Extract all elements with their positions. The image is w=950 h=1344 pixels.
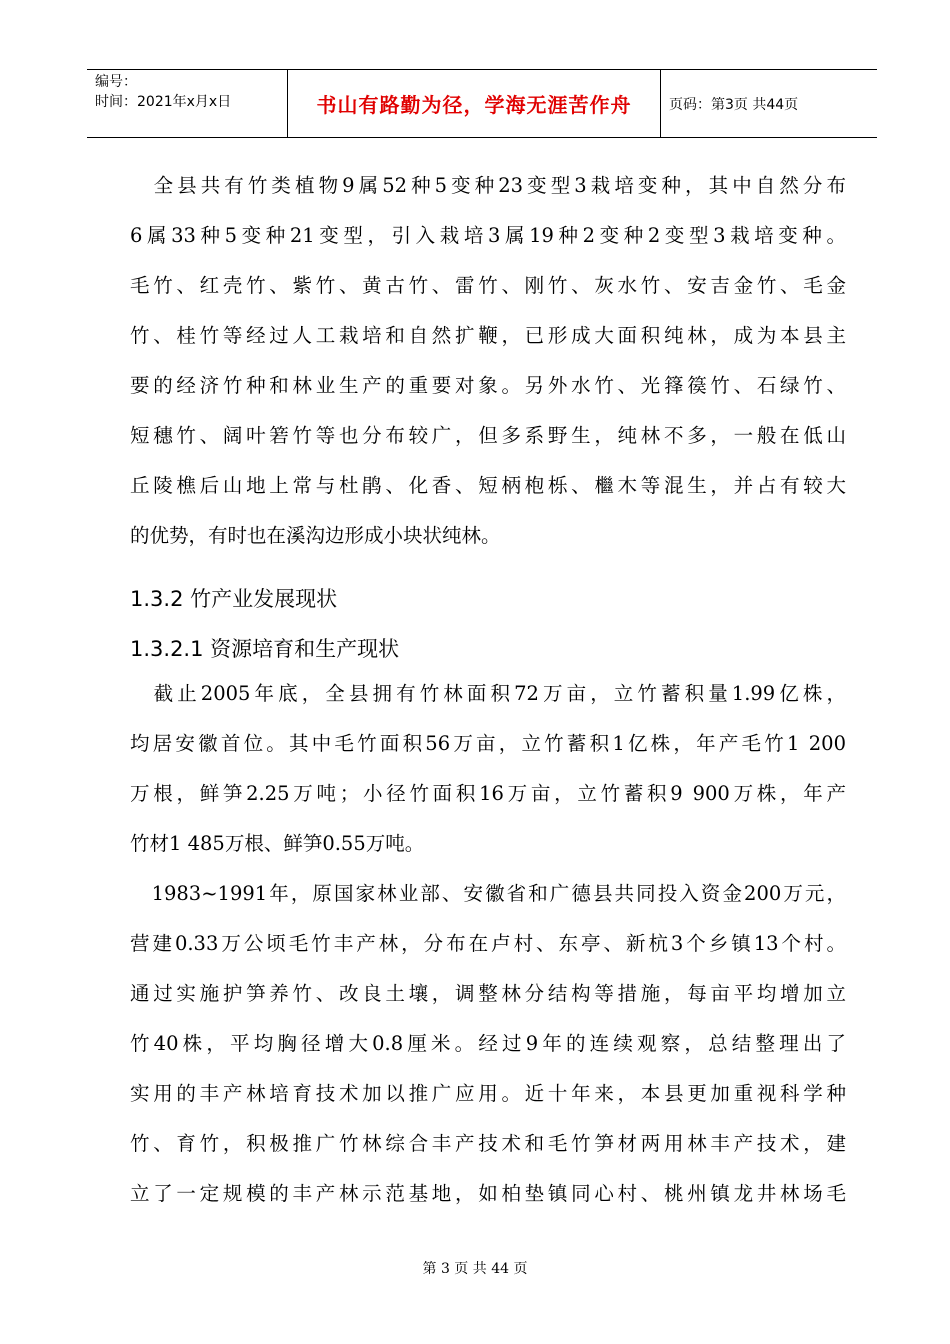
paragraph-bamboo-species	[130, 161, 846, 561]
paragraph-resource-status	[130, 669, 846, 869]
text-line: 竹、育竹，积极推广竹林综合丰产技术和毛竹笋材两用林丰产技术，建	[130, 1132, 846, 1155]
text-line: 立了一定规模的丰产林示范基地，如柏垫镇同心村、桃州镇龙井林场毛	[130, 1182, 846, 1205]
paragraph-plantation-history	[130, 869, 846, 1219]
page-header	[87, 69, 877, 138]
header-page-info	[661, 70, 877, 137]
text-line: 营建0.33万公顷毛竹丰产林，分布在卢村、东亭、新杭3个乡镇13个村。	[130, 932, 846, 955]
page-info-text: 页码：第3页 共44页	[669, 96, 799, 113]
text-line: 万根，鲜笋2.25万吨；小径竹面积16万亩，立竹蓄积9 900万株，年产	[130, 782, 846, 805]
motto-text: 书山有路勤为径，学海无涯苦作舟	[316, 93, 632, 117]
text-line: 6属33种5变种21变型，引入栽培3属19种2变种2变型3栽培变种。	[130, 224, 846, 247]
text-line: 竹材1 485万根、鲜笋0.55万吨。	[130, 832, 425, 855]
page-footer: 第 3 页 共 44 页	[422, 1261, 528, 1277]
subsection-heading: 1.3.2.1 资源培育和生产现状	[130, 637, 400, 661]
text-line: 短穗竹、阔叶箬竹等也分布较广，但多系野生，纯林不多，一般在低山	[130, 424, 846, 447]
header-motto-cell	[287, 70, 661, 137]
section-heading: 1.3.2 竹产业发展现状	[130, 587, 338, 611]
serial-label: 编号：	[95, 74, 137, 90]
text-line: 毛竹、红壳竹、紫竹、黄古竹、雷竹、刚竹、灰水竹、安吉金竹、毛金	[130, 274, 846, 297]
time-label: 时间：2021年x月x日	[95, 94, 232, 110]
text-line: 丘陵樵后山地上常与杜鹃、化香、短柄枹栎、檵木等混生，并占有较大	[130, 474, 846, 497]
text-line: 截止2005年底，全县拥有竹林面积72万亩，立竹蓄积量1.99亿株，	[130, 682, 846, 705]
text-line: 通过实施护笋养竹、改良土壤，调整林分结构等措施，每亩平均增加立	[130, 982, 846, 1005]
text-line: 实用的丰产林培育技术加以推广应用。近十年来，本县更加重视科学种	[130, 1082, 846, 1105]
text-line: 的优势，有时也在溪沟边形成小块状纯林。	[130, 524, 501, 547]
text-line: 竹、桂竹等经过人工栽培和自然扩鞭，已形成大面积纯林，成为本县主	[130, 324, 846, 347]
header-meta	[87, 70, 287, 137]
text-line: 全县共有竹类植物9属52种5变种23变型3栽培变种，其中自然分布	[130, 174, 846, 197]
text-line: 1983~1991年，原国家林业部、安徽省和广德县共同投入资金200万元，	[130, 882, 846, 905]
text-line: 要的经济竹种和林业生产的重要对象。另外水竹、光箨篌竹、石绿竹、	[130, 374, 846, 397]
text-line: 竹40株，平均胸径增大0.8厘米。经过9年的连续观察，总结整理出了	[130, 1032, 846, 1055]
text-line: 均居安徽首位。其中毛竹面积56万亩，立竹蓄积1亿株，年产毛竹1 200	[130, 732, 846, 755]
